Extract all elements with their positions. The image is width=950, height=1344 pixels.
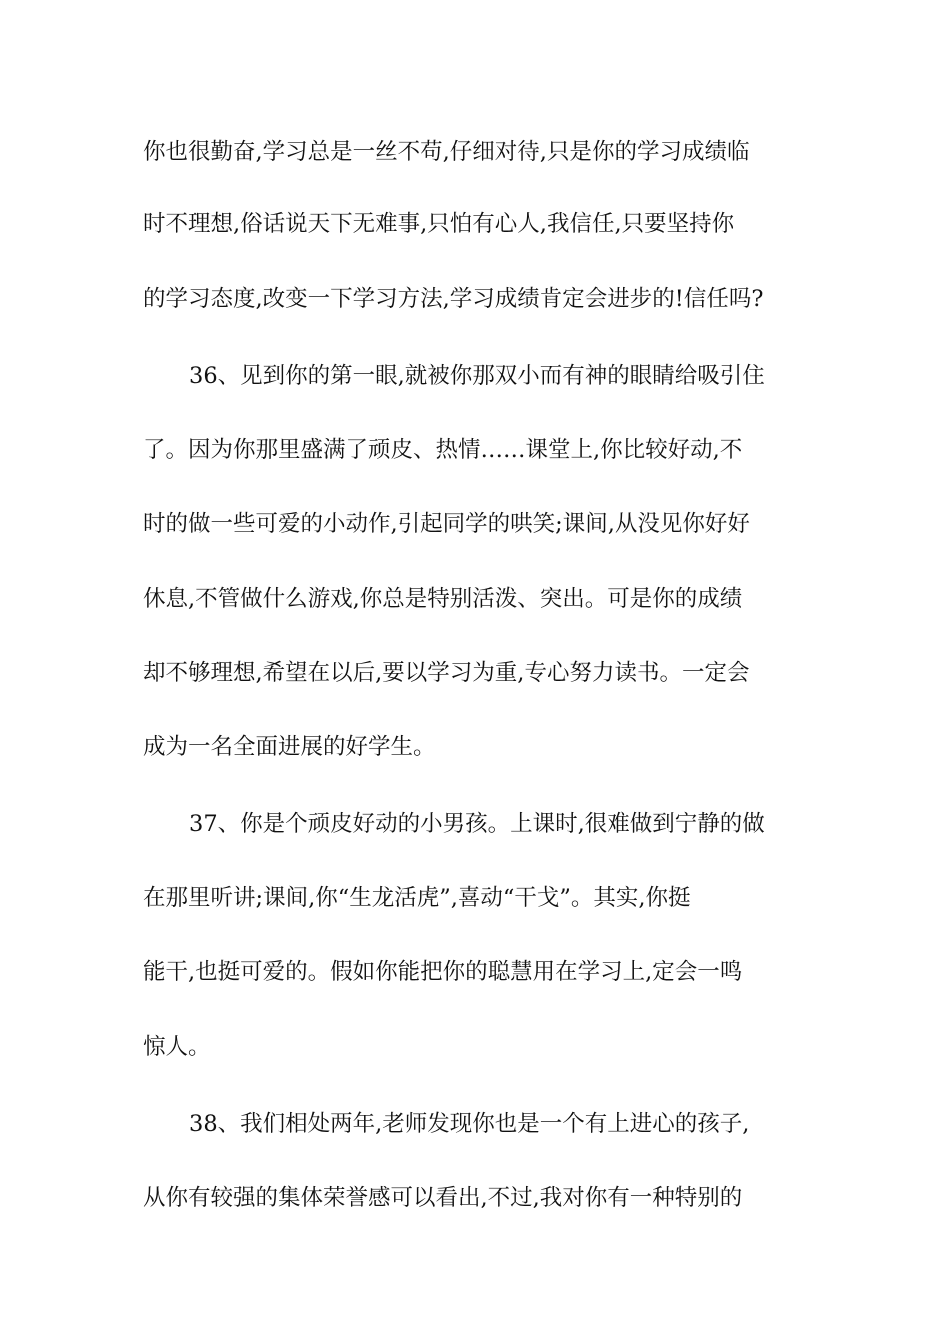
text-line: 惊人。 — [143, 1034, 211, 1060]
text-line: 成为一名全面进展的好学生。 — [143, 734, 436, 760]
text-line: 时不理想,俗话说天下无难事,只怕有心人,我信任,只要坚持你 — [143, 211, 735, 237]
text-line: 了。因为你那里盛满了顽皮、热情……课堂上,你比较好动,不 — [143, 437, 743, 463]
text-line: 时的做一些可爱的小动作,引起同学的哄笑;课间,从没见你好好 — [143, 511, 750, 537]
paragraph-38-start: 38、我们相处两年,老师发现你也是一个有上进心的孩子, — [189, 1111, 750, 1137]
text-line: 却不够理想,希望在以后,要以学习为重,专心努力读书。一定会 — [143, 660, 750, 686]
text-line: 从你有较强的集体荣誉感可以看出,不过,我对你有一种特别的 — [143, 1185, 743, 1211]
paragraph-36-start: 36、见到你的第一眼,就被你那双小而有神的眼睛给吸引住 — [189, 363, 765, 389]
text-line: 能干,也挺可爱的。假如你能把你的聪慧用在学习上,定会一鸣 — [143, 959, 743, 985]
text-line: 的学习态度,改变一下学习方法,学习成绩肯定会进步的!信任吗? — [143, 286, 764, 312]
text-line: 在那里听讲;课间,你“生龙活虎”,喜动“干戈”。其实,你挺 — [143, 885, 691, 911]
text-line: 休息,不管做什么游戏,你总是特别活泼、突出。可是你的成绩 — [143, 586, 743, 612]
text-line: 你也很勤奋,学习总是一丝不苟,仔细对待,只是你的学习成绩临 — [143, 139, 750, 165]
paragraph-37-start: 37、你是个顽皮好动的小男孩。上课时,很难做到宁静的做 — [189, 811, 765, 837]
